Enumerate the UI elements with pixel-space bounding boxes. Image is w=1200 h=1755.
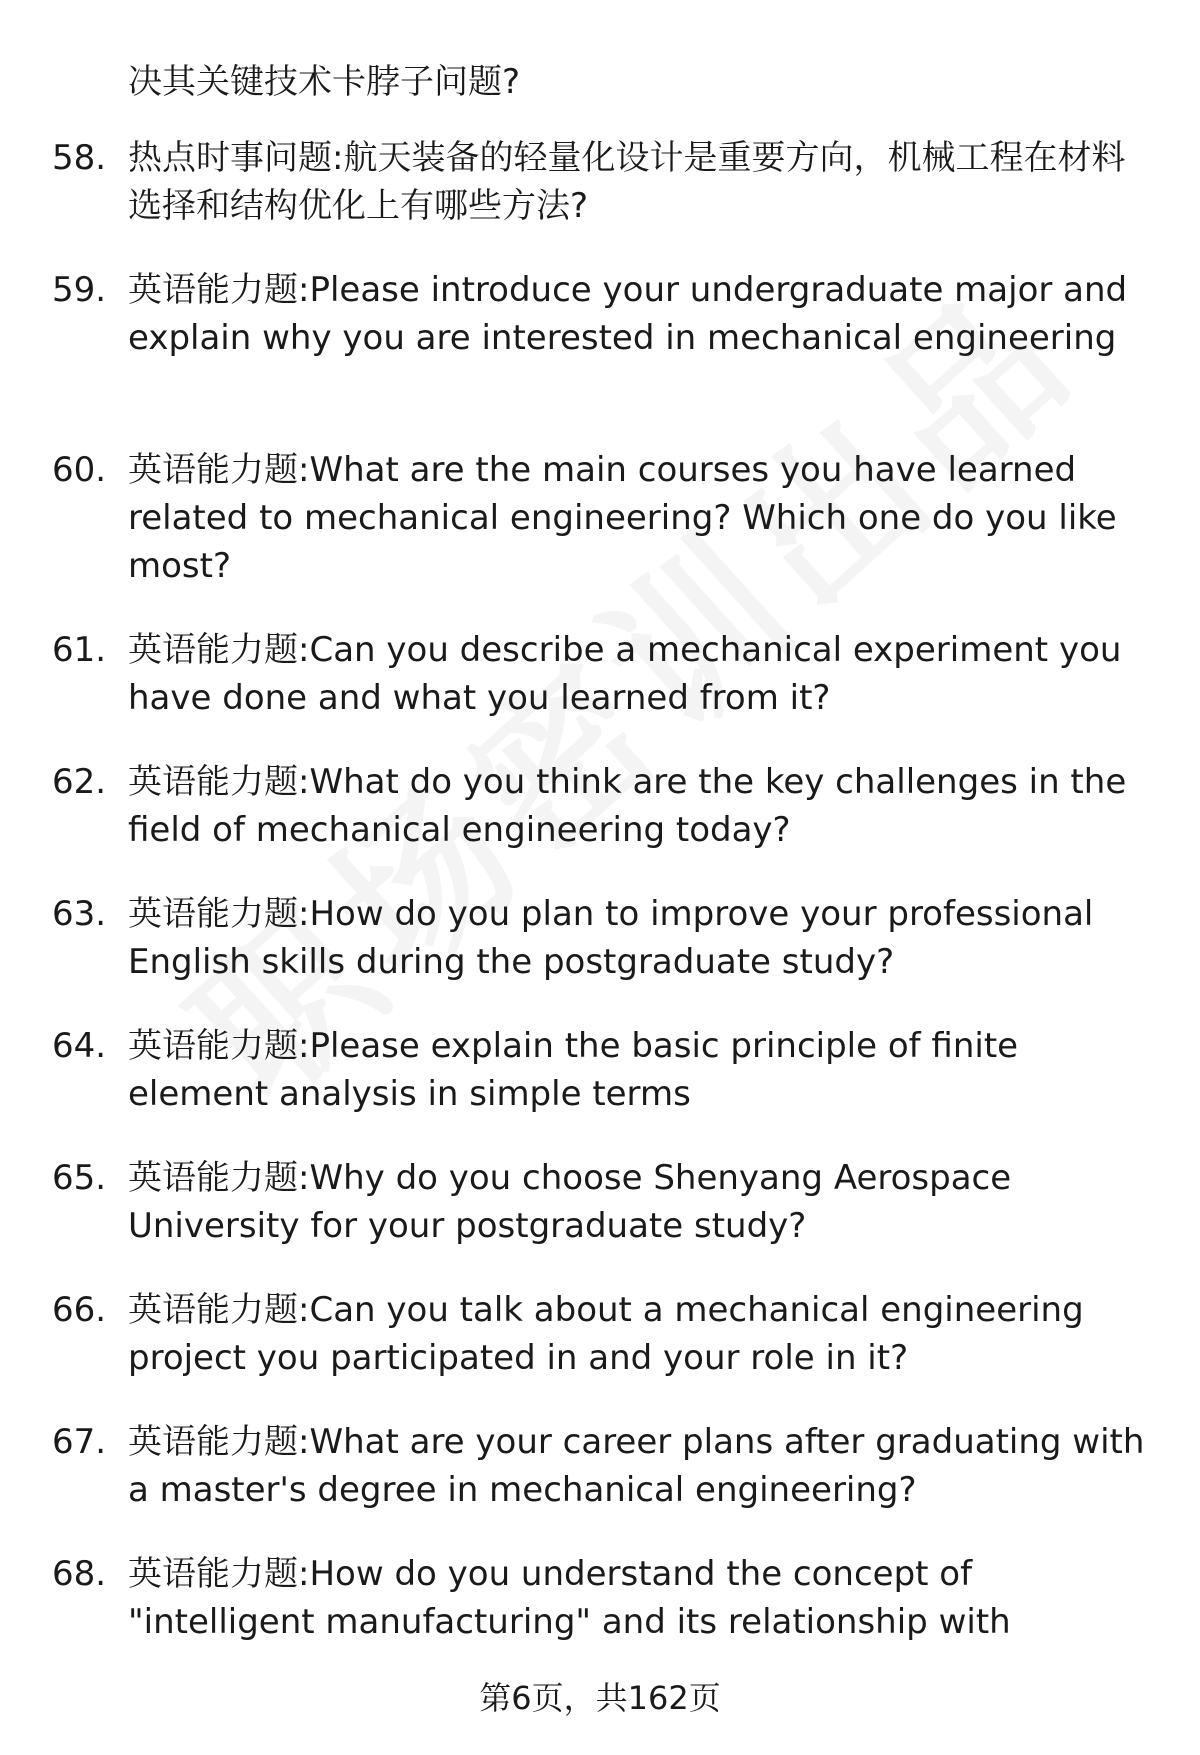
question-item (0, 1286, 1200, 1418)
question-text: Can you describe a mechanical experiment you have done and what you learned from it? (128, 630, 1122, 718)
question-body (128, 758, 1158, 854)
question-body (128, 446, 1158, 590)
question-text: Can you talk about a mechanical engineering project you participated in and your role in it? (128, 1290, 1084, 1378)
question-category: 热点时事问题: (128, 138, 344, 178)
question-category: 英语能力题: (128, 1290, 310, 1330)
question-body (128, 134, 1158, 230)
question-body (128, 1418, 1158, 1514)
question-category: 英语能力题: (128, 1422, 310, 1462)
question-text: How do you understand the concept of "intelligent manufacturing" and its relationship with (128, 1554, 1011, 1642)
question-category: 英语能力题: (128, 450, 310, 490)
question-number: 62. (52, 762, 107, 802)
question-text: Why do you choose Shenyang Aerospace University for your postgraduate study? (128, 1158, 1012, 1246)
question-number: 61. (52, 630, 107, 670)
question-body (128, 266, 1158, 362)
question-number: 67. (52, 1422, 107, 1462)
question-text: How do you plan to improve your professional English skills during the postgraduate study? (128, 894, 1094, 982)
question-item (0, 1418, 1200, 1550)
question-number: 59. (52, 270, 107, 310)
question-category: 英语能力题: (128, 1554, 310, 1594)
question-text: What are the main courses you have learned related to mechanical engineering? Which one do you like most? (128, 450, 1117, 586)
page-footer: 第6页，共162页 (479, 1679, 721, 1717)
question-number: 58. (52, 138, 107, 178)
question-text: What are your career plans after graduating with a master's degree in mechanical engineering? (128, 1422, 1145, 1510)
question-number: 65. (52, 1158, 107, 1198)
question-category: 英语能力题: (128, 270, 310, 310)
question-body (128, 1550, 1158, 1646)
question-body (128, 1286, 1158, 1382)
question-body (128, 890, 1158, 986)
question-item (0, 1154, 1200, 1286)
question-number: 66. (52, 1290, 107, 1330)
question-text: Please explain the basic principle of finite element analysis in simple terms (128, 1026, 1019, 1114)
question-item (0, 134, 1200, 266)
question-number: 60. (52, 450, 107, 490)
question-category: 英语能力题: (128, 630, 310, 670)
question-text: 航天装备的轻量化设计是重要方向，机械工程在材料选择和结构优化上有哪些方法? (128, 138, 1126, 226)
continued-question-text: 决其关键技术卡脖子问题? (128, 62, 521, 102)
question-item (0, 758, 1200, 890)
question-body (128, 1154, 1158, 1250)
question-category: 英语能力题: (128, 762, 310, 802)
question-item (0, 890, 1200, 1022)
question-item (0, 446, 1200, 626)
question-item (0, 1550, 1200, 1682)
question-number: 64. (52, 1026, 107, 1066)
question-item (0, 626, 1200, 758)
question-category: 英语能力题: (128, 1158, 310, 1198)
question-list (0, 134, 1200, 1682)
question-category: 英语能力题: (128, 894, 310, 934)
question-item (0, 266, 1200, 446)
question-body (128, 1022, 1158, 1118)
question-number: 68. (52, 1554, 107, 1594)
question-item (0, 1022, 1200, 1154)
question-body (128, 626, 1158, 722)
question-category: 英语能力题: (128, 1026, 310, 1066)
question-text: Please introduce your undergraduate major and explain why you are interested in mechanical engineering (128, 270, 1128, 358)
question-text: What do you think are the key challenges in the field of mechanical engineering today? (128, 762, 1127, 850)
question-number: 63. (52, 894, 107, 934)
